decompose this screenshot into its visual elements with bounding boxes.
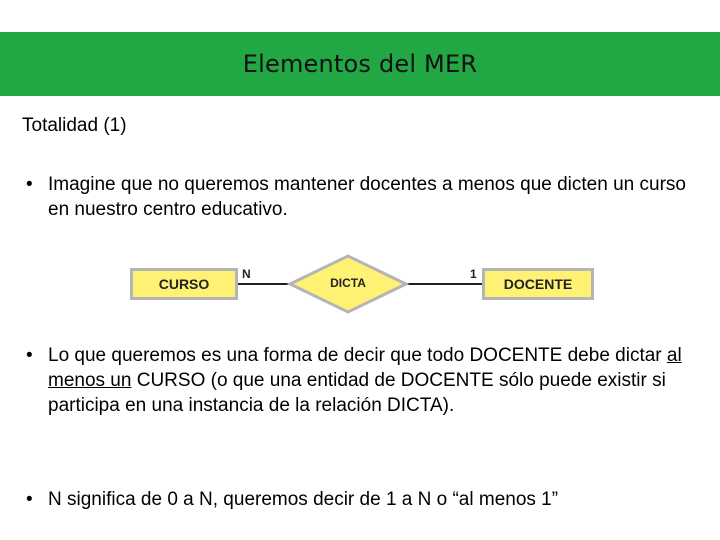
section-subtitle: Totalidad (1): [22, 115, 127, 136]
slide-header: [0, 32, 720, 96]
entity-curso: CURSO: [130, 268, 238, 300]
bullet-marker: •: [26, 489, 33, 510]
bullet-item: [26, 172, 706, 222]
bullet-item: [26, 487, 706, 512]
bullet-item: [26, 343, 706, 418]
bullet-marker: •: [26, 345, 33, 366]
relationship-label: DICTA: [330, 276, 366, 290]
bullet-text-underlined: al menos un: [48, 345, 682, 391]
bullet-marker: •: [26, 174, 33, 195]
cardinality-left: N: [242, 267, 251, 281]
entity-docente: DOCENTE: [482, 268, 594, 300]
cardinality-right: 1: [470, 267, 477, 281]
bullet-text-part1: Lo que queremos es una forma de decir que todo DOCENTE debe dictar: [48, 345, 667, 366]
slide-title: Elementos del MER: [242, 50, 478, 78]
bullet-text: Imagine que no queremos mantener docentes a menos que dicten un curso en nuestro centro educativo.: [48, 174, 686, 220]
bullet-text: N significa de 0 a N, queremos decir de 1 a N o “al menos 1”: [48, 489, 559, 510]
er-diagram: [126, 250, 596, 320]
bullet-text-part2: CURSO (o que una entidad de DOCENTE sólo puede existir si participa en una instancia de la relación DICTA).: [48, 370, 666, 416]
